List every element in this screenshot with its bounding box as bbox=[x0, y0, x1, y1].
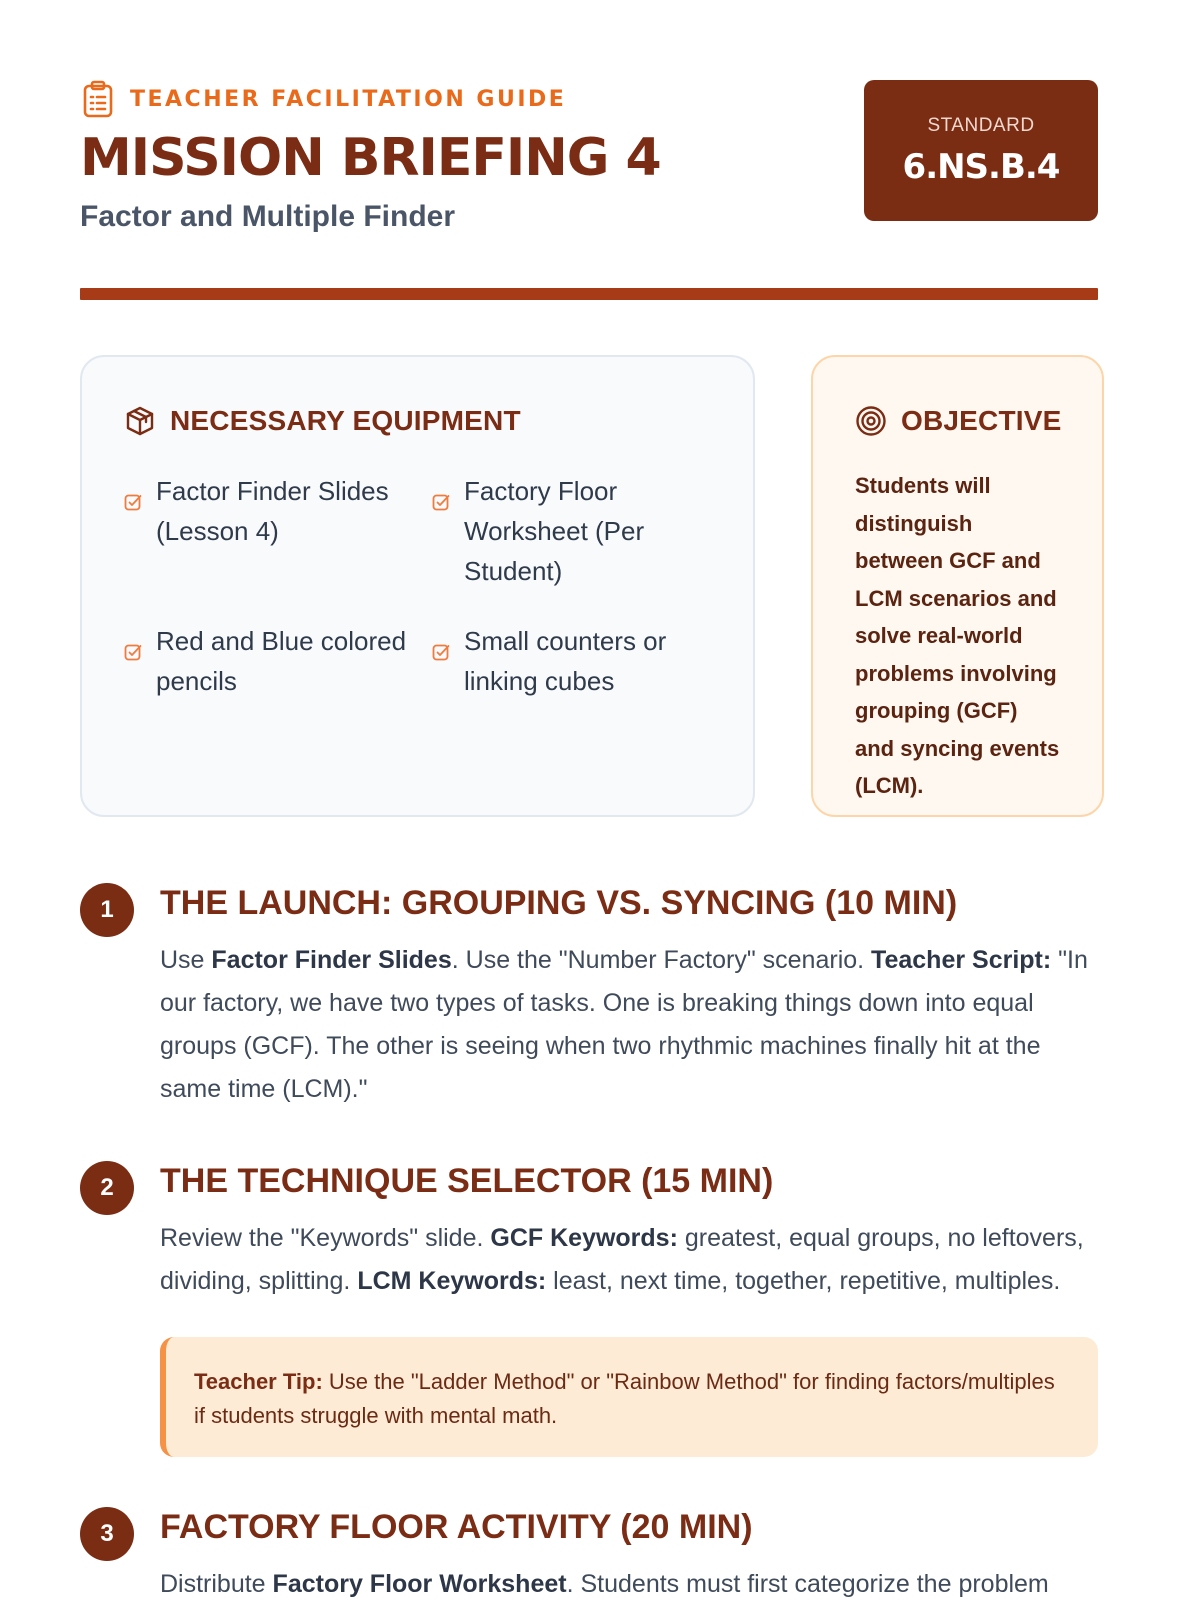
objective-text: Students will distinguish between GCF and LCM scenarios and solve real-world problems involving grouping (GCF) and syncing events (LCM). bbox=[855, 473, 1060, 798]
checkbox-icon bbox=[432, 482, 450, 500]
step-body bbox=[160, 1563, 1098, 1600]
standard-label: STANDARD bbox=[927, 114, 1035, 136]
step-emphasis: Factor Finder Slides bbox=[211, 946, 452, 974]
step-number-badge: 2 bbox=[80, 1161, 134, 1215]
checkbox-icon bbox=[124, 632, 142, 650]
equipment-label: Factory Floor Worksheet (Per Student) bbox=[464, 476, 645, 586]
step-3 bbox=[80, 1505, 1098, 1600]
step-title: THE LAUNCH: GROUPING VS. SYNCING (10 MIN) bbox=[160, 884, 958, 922]
equipment-label: Factor Finder Slides (Lesson 4) bbox=[156, 476, 389, 546]
step-text: Distribute bbox=[160, 1570, 273, 1598]
header-divider bbox=[80, 288, 1098, 300]
step-1 bbox=[80, 881, 1098, 1111]
equipment-label: Small counters or linking cubes bbox=[464, 626, 667, 696]
info-cards bbox=[80, 355, 1098, 817]
step-text: greatest, equal groups, no leftovers, dividing, splitting. bbox=[160, 1224, 1084, 1295]
step-emphasis: Teacher Script: bbox=[871, 946, 1052, 974]
checkbox-icon bbox=[124, 482, 142, 500]
page-subtitle: Factor and Multiple Finder bbox=[80, 200, 456, 233]
equipment-item bbox=[124, 621, 432, 701]
equipment-title: NECESSARY EQUIPMENT bbox=[170, 405, 521, 436]
equipment-item bbox=[432, 471, 722, 591]
equipment-item bbox=[124, 471, 432, 591]
step-number-badge: 3 bbox=[80, 1507, 134, 1561]
standard-code: 6.NS.B.4 bbox=[902, 146, 1060, 187]
objective-card bbox=[811, 355, 1104, 817]
step-number-badge: 1 bbox=[80, 883, 134, 937]
equipment-label: Red and Blue colored pencils bbox=[156, 626, 407, 696]
step-text: Use bbox=[160, 946, 212, 974]
equipment-list bbox=[124, 471, 713, 701]
tip-label: Teacher Tip: bbox=[194, 1369, 323, 1394]
step-2 bbox=[80, 1159, 1098, 1457]
eyebrow-label: TEACHER FACILITATION GUIDE bbox=[130, 86, 567, 112]
step-text: Review the "Keywords" slide. bbox=[160, 1224, 491, 1252]
tip-text: Use the "Ladder Method" or "Rainbow Method" for finding factors/multiples if students struggle with mental math. bbox=[194, 1369, 1055, 1428]
step-body bbox=[160, 939, 1098, 1111]
step-title: FACTORY FLOOR ACTIVITY (20 MIN) bbox=[160, 1508, 753, 1546]
page-header bbox=[80, 0, 1098, 300]
package-icon bbox=[124, 405, 156, 437]
clipboard-icon bbox=[80, 80, 116, 118]
step-text: . Use the "Number Factory" scenario. bbox=[451, 946, 872, 974]
page-title: MISSION BRIEFING 4 bbox=[80, 128, 661, 188]
step-emphasis: LCM Keywords: bbox=[357, 1267, 547, 1295]
step-title: THE TECHNIQUE SELECTOR (15 MIN) bbox=[160, 1162, 774, 1200]
equipment-card bbox=[80, 355, 755, 817]
checkbox-icon bbox=[432, 632, 450, 650]
lesson-steps bbox=[80, 881, 1098, 1600]
step-emphasis: Factory Floor Worksheet bbox=[272, 1570, 567, 1598]
step-body bbox=[160, 1217, 1098, 1303]
objective-title: OBJECTIVE bbox=[901, 405, 1062, 436]
target-icon bbox=[855, 405, 887, 437]
step-emphasis: GCF Keywords: bbox=[490, 1224, 678, 1252]
step-text: . Students must first categorize the problem bbox=[566, 1570, 1049, 1598]
standard-badge bbox=[864, 80, 1098, 221]
step-text: "In our factory, we have two types of tasks. One is breaking things down into equal groups (GCF). The other is seeing when two rhythmic machines finally hit at the same time (LCM)." bbox=[160, 946, 1088, 1103]
teacher-tip bbox=[160, 1337, 1098, 1457]
equipment-item bbox=[432, 621, 722, 701]
step-text: least, next time, together, repetitive, multiples. bbox=[546, 1267, 1061, 1295]
